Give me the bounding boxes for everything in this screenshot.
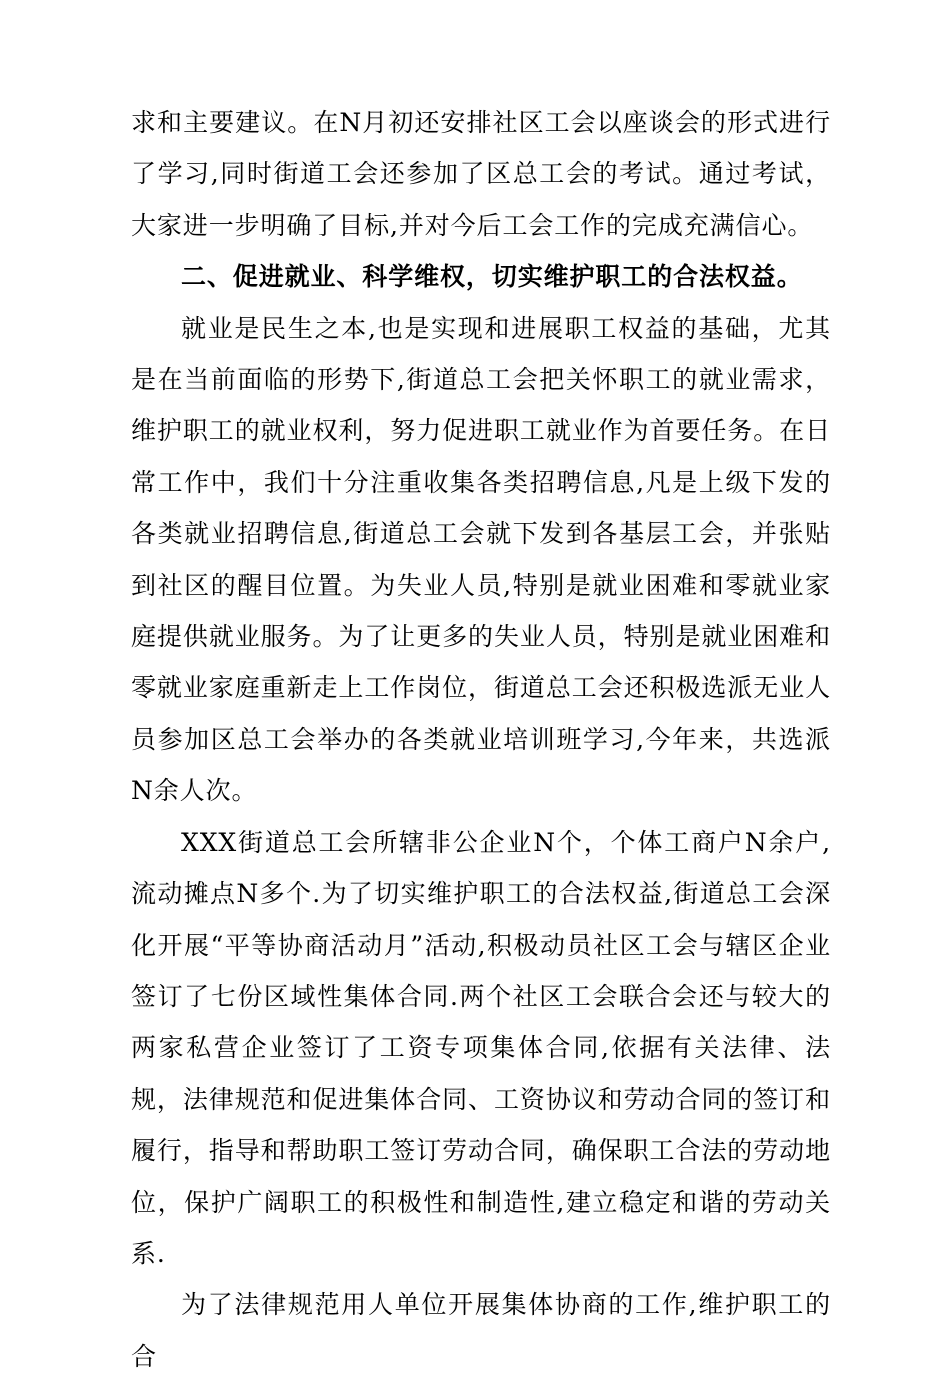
paragraph-rights-protection: XXX街道总工会所辖非公企业N个，个体工商户N余户,流动摊点N多个.为了切实维护职工的合法权益,街道总工会深化开展“平等协商活动月”活动,积极动员社区工会与辖区企业签订了七份区域性集体合同.两个社区工会联合会还与较大的两家私营企业签订了工资专项集体合同,依据有关法律、法规，法律规范和促进集体合同、工资协议和劳动合同的签订和履行，指导和帮助职工签订劳动合同，确保职工合法的劳动地位，保护广阔职工的积极性和制造性,建立稳定和谐的劳动关系.	[131, 827, 831, 1268]
paragraph-continuation: 求和主要建议。在N月初还安排社区工会以座谈会的形式进行了学习,同时街道工会还参加了区总工会的考试。通过考试，大家进一步明确了目标,并对今后工会工作的完成充满信心。	[131, 108, 831, 240]
paragraph-collective-bargaining: 为了法律规范用人单位开展集体协商的工作,维护职工的合	[131, 1290, 831, 1371]
document-body	[131, 97, 831, 1382]
paragraph-employment: 就业是民生之本,也是实现和进展职工权益的基础，尤其是在当前面临的形势下,街道总工会把关怀职工的就业需求，维护职工的就业权利，努力促进职工就业作为首要任务。在日常工作中，我们十分注重收集各类招聘信息,凡是上级下发的各类就业招聘信息,街道总工会就下发到各基层工会，并张贴到社区的醒目位置。为失业人员,特别是就业困难和零就业家庭提供就业服务。为了让更多的失业人员，特别是就业困难和零就业家庭重新走上工作岗位，街道总工会还积极选派无业人员参加区总工会举办的各类就业培训班学习,今年来，共选派N余人次。	[131, 313, 831, 806]
section-heading: 二、促进就业、科学维权，切实维护职工的合法权益。	[181, 262, 803, 292]
